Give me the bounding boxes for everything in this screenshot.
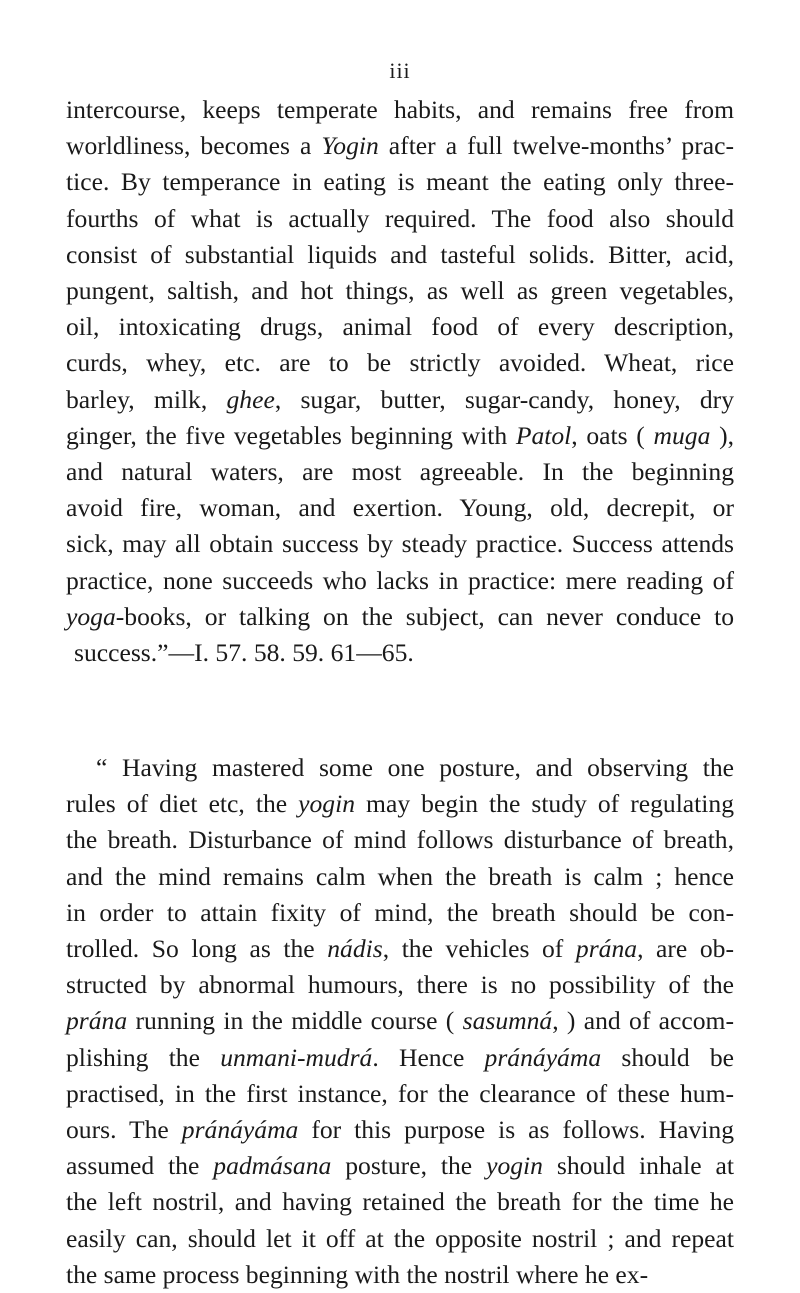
text-line: [66, 786, 734, 822]
italic-term: nádis: [327, 934, 383, 964]
text-line: [66, 635, 734, 671]
text-line: [66, 526, 734, 562]
text-run: ginger, the five vegetables beginning with: [66, 420, 516, 450]
text-line: [66, 967, 734, 1003]
text-line: [66, 418, 734, 454]
italic-term: padmásana: [213, 1151, 332, 1181]
text-line: [66, 309, 734, 345]
italic-term: yoga: [66, 601, 116, 631]
text-line: [66, 454, 734, 490]
italic-term: unmani-mudrá: [220, 1042, 373, 1072]
text-line: [66, 201, 734, 237]
text-run: practised, in the first instance, for the clearance of these hum-: [66, 1078, 734, 1108]
italic-term: pránáyáma: [181, 1115, 299, 1145]
italic-term: Yogin: [321, 131, 379, 161]
text-line: [66, 1040, 734, 1076]
page-number: iii: [389, 58, 411, 83]
text-run: , sugar, butter, sugar-candy, honey, dry: [274, 384, 735, 414]
text-run: pungent, saltish, and hot things, as well as green vegetables,: [66, 276, 734, 306]
text-run: may begin the study of regulating: [355, 789, 734, 819]
text-run: the breath. Disturbance of mind follows disturbance of breath,: [66, 825, 734, 855]
text-run: barley, milk,: [66, 384, 227, 414]
text-line: [66, 822, 734, 858]
text-run: trolled. So long as the: [66, 934, 328, 964]
text-run: the left nostril, and having retained the breath for the time he: [66, 1187, 734, 1217]
text-run: running in the middle course (: [127, 1006, 463, 1036]
text-run: after a full twelve-months’ prac-: [378, 131, 734, 161]
text-line: [66, 1076, 734, 1112]
text-line: [66, 490, 734, 526]
text-line: [66, 92, 734, 128]
italic-term: sasumná: [462, 1006, 553, 1036]
text-run: success.”—I. 57. 58. 59. 61—65.: [74, 638, 414, 668]
text-line: [66, 345, 734, 381]
text-run: ),: [710, 420, 734, 450]
text-line: [66, 1184, 734, 1220]
text-run: sick, may all obtain success by steady practice. Success attends: [66, 529, 734, 559]
text-line: [66, 1148, 734, 1184]
text-line: [66, 164, 734, 200]
text-run: consist of substantial liquids and tasteful solids. Bitter, acid,: [66, 239, 734, 269]
italic-term: ghee: [226, 384, 275, 414]
italic-term: prána: [66, 1006, 128, 1036]
text-line: [66, 273, 734, 309]
text-run: posture, the: [331, 1151, 487, 1181]
text-line: [66, 750, 734, 786]
italic-term: yogin: [486, 1151, 543, 1181]
text-run: , oats (: [571, 420, 654, 450]
text-run: the same process beginning with the nostril where he ex-: [66, 1259, 649, 1289]
text-line: [66, 1221, 734, 1257]
text-line: [66, 1003, 734, 1039]
text-run: worldliness, becomes a: [66, 131, 322, 161]
text-run: , are ob-: [637, 934, 734, 964]
text-line: [66, 128, 734, 164]
text-run: curds, whey, etc. are to be strictly avoided. Wheat, rice: [66, 348, 734, 378]
text-run: -books, or talking on the subject, can never conduce to: [115, 601, 734, 631]
paragraph-breath-regulation: [66, 750, 734, 1293]
text-run: fourths of what is actually required. The food also should: [66, 203, 734, 233]
text-line: [66, 599, 734, 635]
text-run: rules of diet etc, the: [66, 789, 299, 819]
italic-term: muga: [653, 420, 711, 450]
text-run: “ Having mastered some one posture, and observing the: [96, 753, 734, 782]
text-run: and natural waters, are most agreeable. In the beginning: [66, 457, 734, 487]
text-run: practice, none succeeds who lacks in practice: mere reading of: [66, 565, 734, 595]
italic-term: yogin: [298, 789, 356, 819]
text-line: [66, 859, 734, 895]
text-line: [66, 895, 734, 931]
text-run: tice. By temperance in eating is meant the eating only three-: [66, 167, 734, 197]
text-run: , ) and of accom-: [552, 1006, 734, 1036]
text-run: . Hence: [372, 1042, 485, 1072]
text-line: [66, 1112, 734, 1148]
paragraph-diet: [66, 92, 734, 671]
text-line: [66, 931, 734, 967]
text-run: avoid fire, woman, and exertion. Young, old, decrepit, or: [66, 493, 734, 523]
text-run: structed by abnormal humours, there is no possibility of the: [66, 970, 734, 1000]
text-run: plishing the: [66, 1042, 221, 1072]
text-line: [66, 382, 734, 418]
text-run: oil, intoxicating drugs, animal food of every description,: [66, 312, 734, 342]
text-run: ours. The: [66, 1115, 182, 1145]
text-run: should inhale at: [542, 1151, 734, 1181]
text-run: should be: [601, 1042, 734, 1072]
text-run: , the vehicles of: [382, 934, 576, 964]
text-run: and the mind remains calm when the breath is calm ; hence: [66, 861, 734, 891]
italic-term: Patol: [515, 420, 572, 450]
text-run: easily can, should let it off at the opposite nostril ; and repeat: [66, 1223, 734, 1253]
text-line: [66, 563, 734, 599]
italic-term: prána: [575, 934, 638, 964]
text-run: intercourse, keeps temperate habits, and remains free from: [66, 95, 734, 124]
text-run: for this purpose is as follows. Having: [298, 1115, 734, 1145]
italic-term: pránáyáma: [484, 1042, 602, 1072]
text-run: in order to attain fixity of mind, the breath should be con-: [66, 897, 734, 927]
text-line: [66, 237, 734, 273]
text-run: assumed the: [66, 1151, 214, 1181]
